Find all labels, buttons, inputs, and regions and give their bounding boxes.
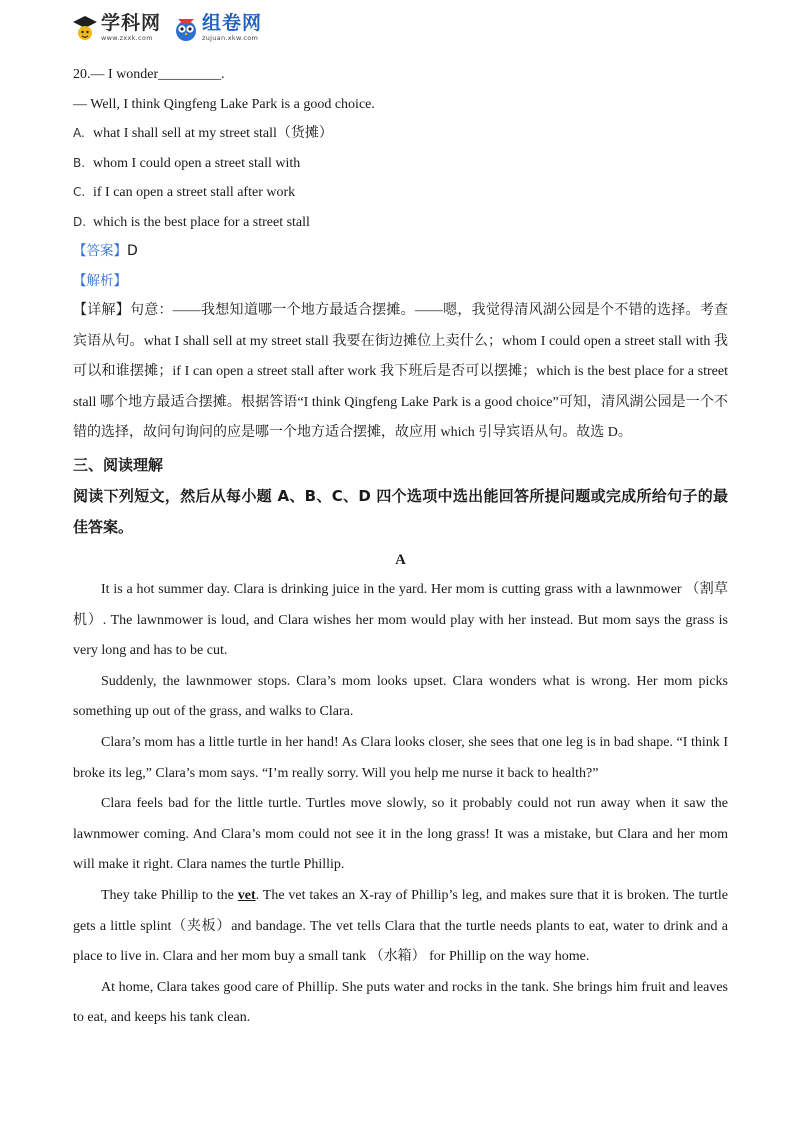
section-instructions: 阅读下列短文，然后从每小题 A、B、C、D 四个选项中选出能回答所提问题或完成所给句子的最佳答案。 bbox=[73, 486, 728, 536]
logo-zujuan-title: 组卷网 bbox=[202, 12, 263, 35]
p5-before: They take Phillip to the bbox=[101, 887, 238, 903]
passage-paragraph: It is a hot summer day. Clara is drinking juice in the yard. Her mom is cutting grass with a lawnmower （割草机）. The lawnmower is loud, and Clara wishes her mom would play with her instead. But mom says the grass is very long and has to be cut. bbox=[73, 581, 728, 659]
option-a bbox=[73, 119, 728, 149]
option-letter: D. bbox=[73, 214, 87, 229]
answer-tag: 【答案】 bbox=[73, 243, 127, 259]
logo-zujuan[interactable] bbox=[173, 14, 262, 42]
page-header bbox=[72, 10, 262, 46]
passage-paragraph: Clara feels bad for the little turtle. Turtles move slowly, so it probably could not run away when it saw the lawnmower coming. And Clara’s mom could not see it in the long grass! It was a mistake, but Clara and her mom will make it right. Clara names the turtle Phillip. bbox=[73, 796, 728, 873]
option-text: which is the best place for a street stall bbox=[93, 214, 310, 230]
option-letter: C. bbox=[73, 185, 86, 199]
section-title: 三、阅读理解 bbox=[73, 455, 164, 474]
detail-explanation: 【详解】句意：——我想知道哪一个地方最适合摆摊。——嗯，我觉得清风湖公园是个不错的选择。考查宾语从句。what I shall sell at my street stall 我要在街边摊位上卖什么；whom I could open a street stall with 我可以和谁摆摊；if I can open a street stall after work 我下班后是否可以摆摊；which is the best place for a street stall 哪个地方最适合摆摊。根据答语“I think Qingfeng Lake Park is a good choice”可知，清风湖公园是一个不错的选择，故问句询问的应是哪一个地方适合摆摊，故应用 which 引导宾语从句。故选 D。 bbox=[73, 303, 728, 441]
option-b bbox=[73, 149, 728, 179]
option-text: what I shall sell at my street stall（货摊） bbox=[93, 126, 333, 141]
logo-zujuan-url: zujuan.xkw.com bbox=[202, 34, 259, 43]
answer-value: D bbox=[127, 243, 138, 259]
document-body bbox=[73, 60, 728, 1034]
passage-paragraph: At home, Clara takes good care of Phillip. She puts water and rocks in the tank. She brings him fruit and leaves to eat, and keeps his tank clean. bbox=[73, 979, 728, 1026]
passage-paragraph: Clara’s mom has a little turtle in her hand! As Clara looks closer, she sees that one leg is in bad shape. “I think I broke its leg,” Clara’s mom says. “I’m really sorry. Will you help me nurse it back to health?” bbox=[73, 734, 728, 781]
option-c bbox=[73, 178, 728, 208]
owl-mascot-icon bbox=[173, 14, 199, 42]
logo-zxxk-url: www.zxxk.com bbox=[101, 34, 153, 43]
passage-title: A bbox=[395, 551, 406, 568]
passage-paragraph bbox=[73, 881, 728, 973]
question-stem: 20.— I wonder_________. bbox=[73, 67, 225, 82]
graduate-cap-icon bbox=[72, 14, 98, 42]
option-d bbox=[73, 208, 728, 238]
option-text: whom I could open a street stall with bbox=[93, 155, 301, 171]
option-letter: A. bbox=[73, 126, 85, 140]
answer-line bbox=[73, 237, 728, 267]
question-reply: — Well, I think Qingfeng Lake Park is a good choice. bbox=[73, 96, 375, 112]
logo-zxxk-title: 学科网 bbox=[101, 12, 162, 35]
option-letter: B. bbox=[73, 155, 86, 170]
p5-after: . The vet takes an X-ray of Phillip’s leg, and makes sure that it is broken. The turtle gets a little splint（夹板）and bandage. The vet tells Clara that the turtle needs plants to eat, water to drink and a place to live in. Clara and her mom buy a small tank （水箱） for Phillip on the way home. bbox=[73, 887, 729, 965]
logo-zxxk[interactable] bbox=[72, 14, 161, 42]
option-text: if I can open a street stall after work bbox=[93, 185, 296, 200]
passage-paragraph: Suddenly, the lawnmower stops. Clara’s mom looks upset. Clara wonders what is wrong. Her mom picks something up out of the grass, and walks to Clara. bbox=[73, 673, 728, 720]
analysis-tag: 【解析】 bbox=[73, 272, 127, 289]
vocab-underlined: vet bbox=[237, 887, 256, 903]
analysis-line bbox=[73, 267, 728, 297]
